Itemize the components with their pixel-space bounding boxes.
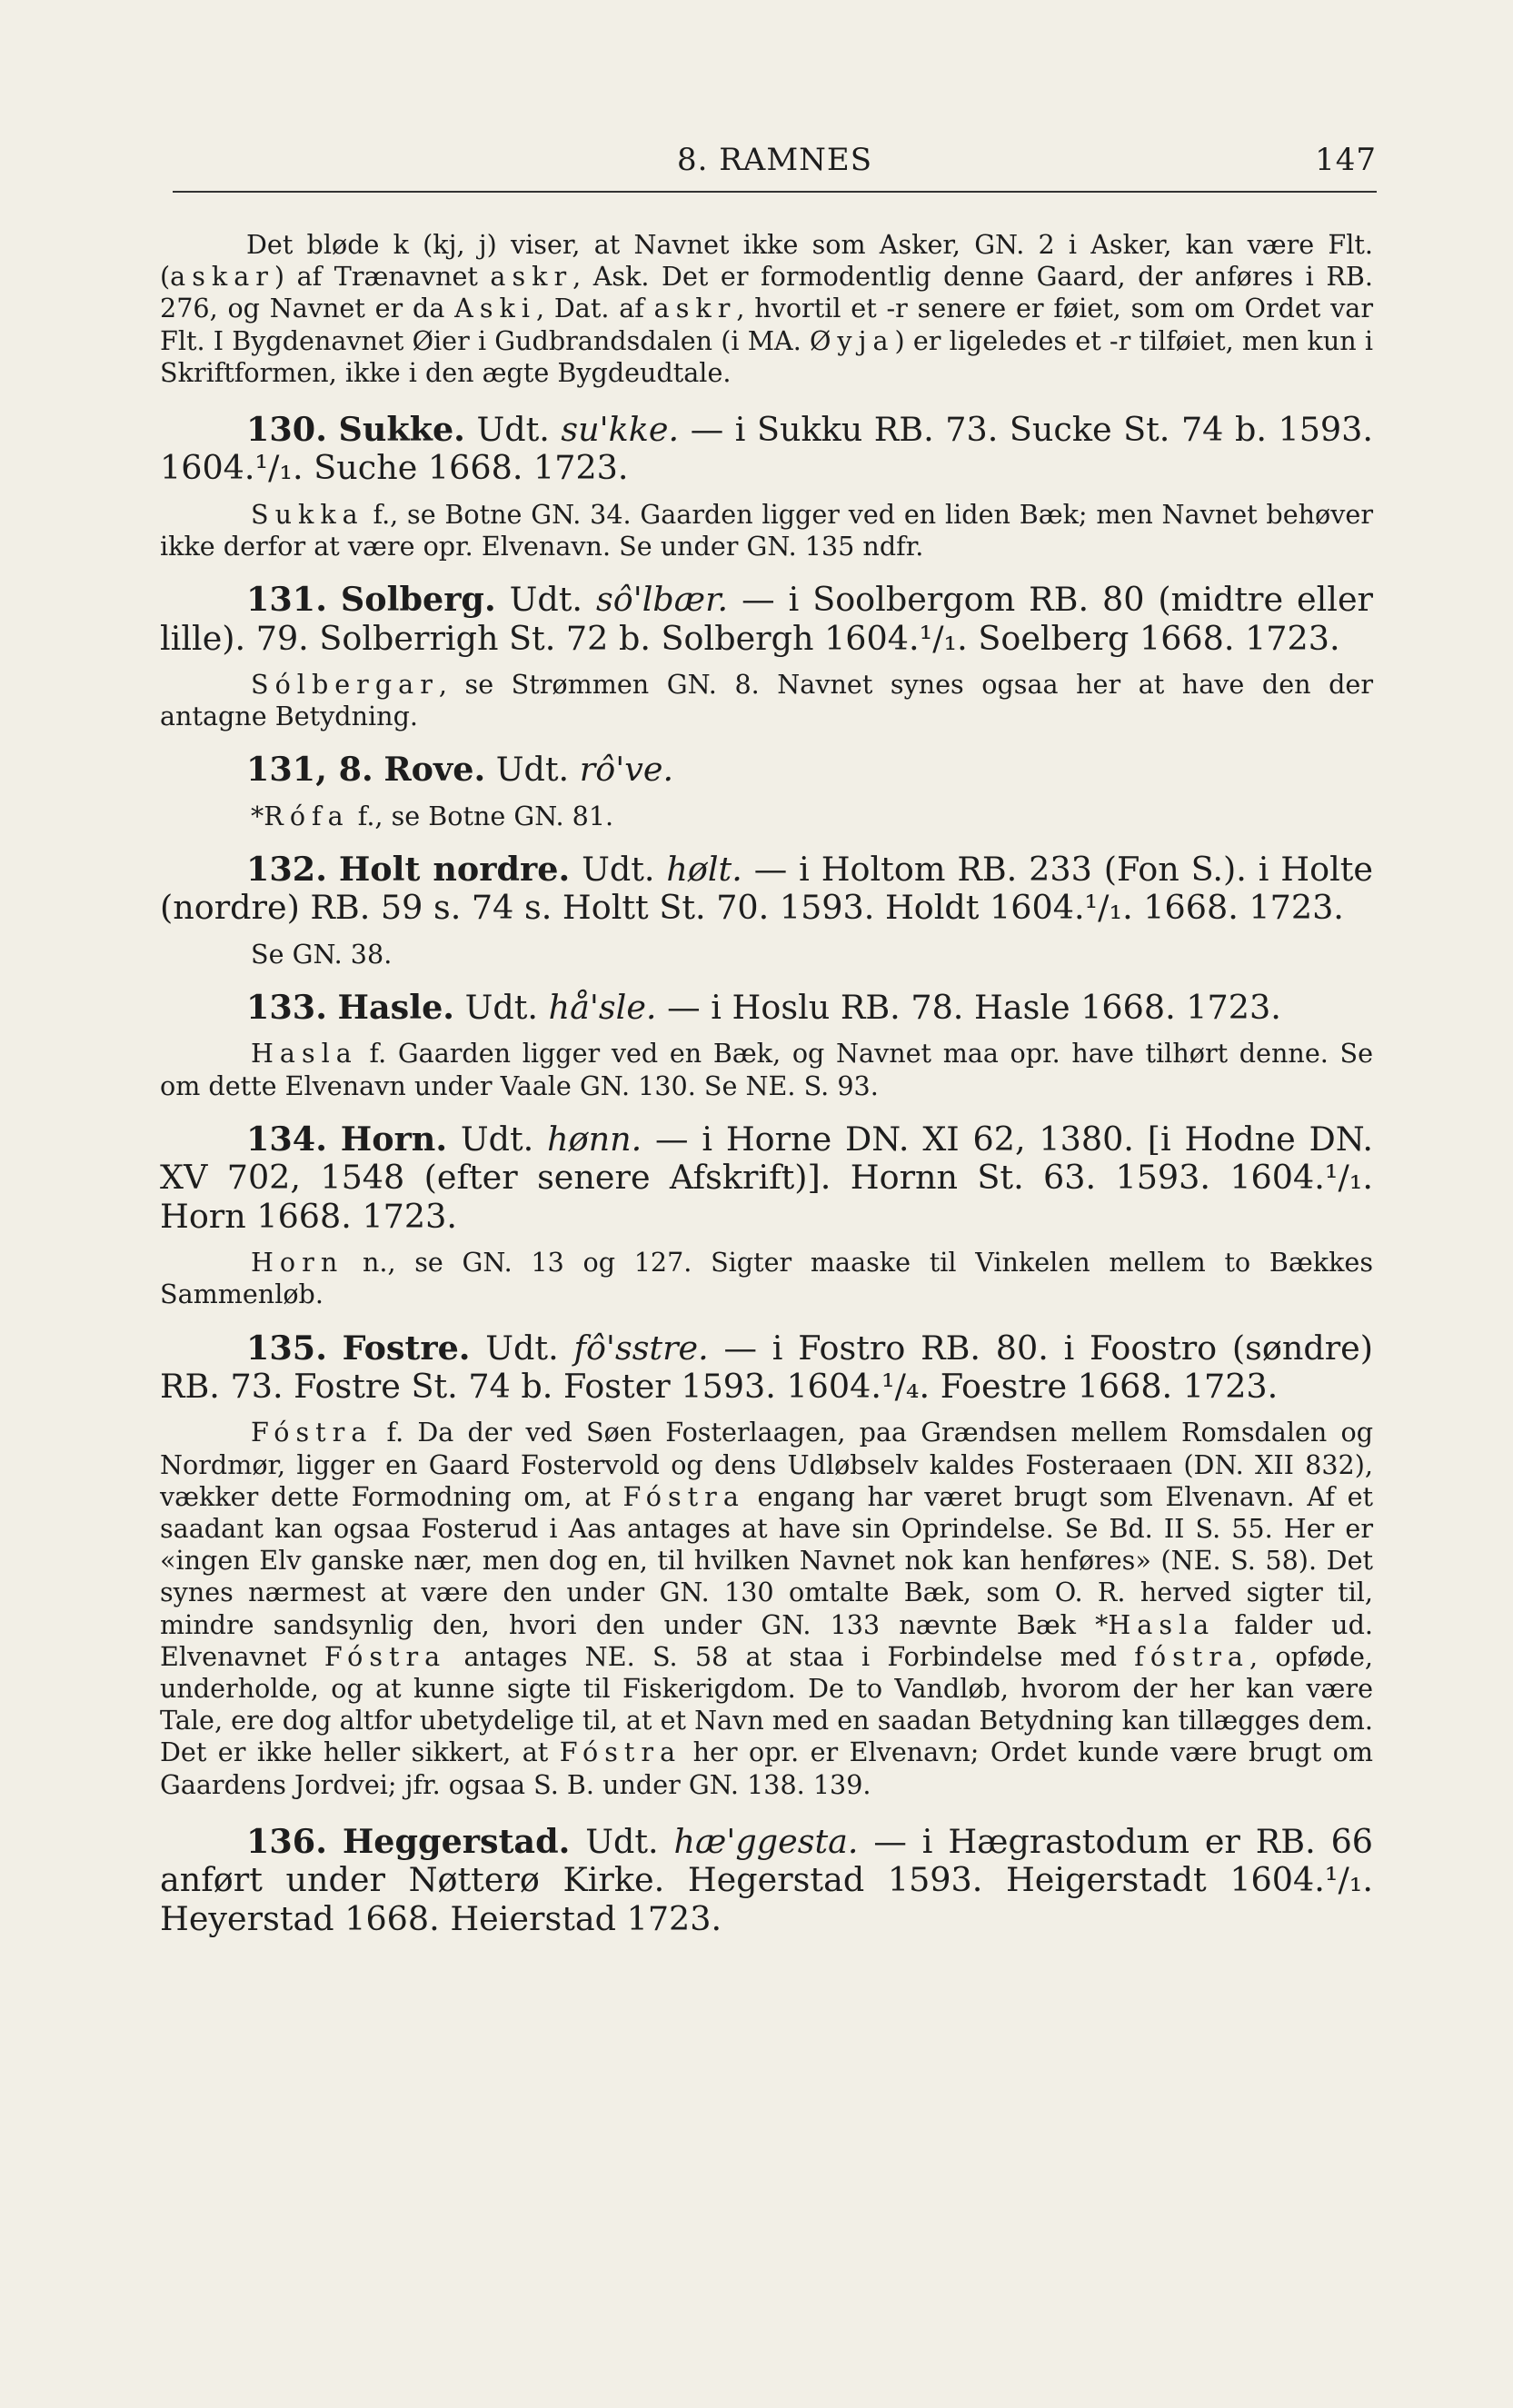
pronunciation: hølt. <box>666 850 742 890</box>
entry-number: 136. <box>246 1821 327 1861</box>
entry-number: 135. <box>246 1328 327 1368</box>
entry-name: Sukke. <box>338 410 465 450</box>
entry-name: Holt nordre. <box>338 850 571 890</box>
entry-136: 136. Heggerstad. Udt. hæ'ggesta. — i Hægrastodum er RB. 66 anført under Nøtterø Kirke. Hegerstad 1593. Heigerstadt 1604.¹/₁. Heyerstad 1668. Heierstad 1723. <box>160 1821 1374 1938</box>
pronunciation: hæ'ggesta. <box>673 1821 859 1861</box>
chapter-title: 8. RAMNES <box>676 142 873 178</box>
entry-number: 132. <box>246 850 327 890</box>
historical-forms: — i Horne DN. XI 62, 1380. [i Hodne DN. XV 702, 1548 (efter senere Afskrift)]. Hornn St. 63. 1593. 1604.¹/₁. Horn 1668. 1723. <box>160 1119 1374 1236</box>
pronunciation: hønn. <box>547 1119 642 1159</box>
entry-number: 133. <box>246 988 327 1028</box>
entry-name: Horn. <box>340 1119 448 1159</box>
entry-131-8-note: *Rófa f., se Botne GN. 81. <box>251 800 614 831</box>
entry-number: 131, 8. <box>246 750 373 790</box>
entry-name: Solberg. <box>340 580 496 620</box>
entry-131-8: 131, 8. Rove. Udt. rô've. <box>246 750 674 790</box>
entry-133-note: Hasla f. Gaarden ligger ved en Bæk, og Navnet maa opr. have tilhørt denne. Se om dette Elvenavn under Vaale GN. 130. Se NE. S. 93. <box>160 1038 1373 1101</box>
entry-name: Heggerstad. <box>342 1821 571 1861</box>
historical-forms: — i Hægrastodum er RB. 66 anført under Nøtterø Kirke. Hegerstad 1593. Heigerstadt 1604.¹/₁. Heyerstad 1668. Heierstad 1723. <box>160 1821 1374 1938</box>
entry-131-note: Sólbergar, se Strømmen GN. 8. Navnet synes ogsaa her at have den der antagne Betydning. <box>160 669 1373 732</box>
entry-133: 133. Hasle. Udt. hå'sle. — i Hoslu RB. 78. Hasle 1668. 1723. <box>246 988 1281 1028</box>
entry-name: Fostre. <box>342 1328 471 1368</box>
pronunciation: sô'lbær. <box>596 580 729 620</box>
pronunciation: fô'sstre. <box>573 1328 709 1368</box>
historical-forms: — i Hoslu RB. 78. Hasle 1668. 1723. <box>667 988 1281 1028</box>
entry-135-note: Fóstra f. Da der ved Søen Fosterlaagen, paa Grændsen mellem Romsdalen og Nordmør, ligger en Gaard Fostervold og dens Udløbselv kaldes Fosteraaen (DN. XII 832), vækker dette Formodning om, at Fóstra engang har været brugt som Elvenavn. Af et saadant kan ogsaa Fosterud i Aas antages at have sin Oprindelse. Se Bd. II S. 55. Her er «ingen Elv ganske nær, men dog en, til hvilken Navnet nok kan henføres» (NE. S. 58). Det synes nærmest at være den under GN. 130 omtalte Bæk, som O. R. herved sigter til, mindre sandsynlig den, hvori den under GN. 133 nævnte Bæk *Hasla falder ud. Elvenavnet Fóstra antages NE. S. 58 at staa i Forbindelse med fóstra, opføde, underholde, og at kunne sigte til Fiskerigdom. De to Vandløb, hvorom der her kan være Tale, ere dog altfor ubetydelige til, at et Navn med en saadan Betydning kan tillægges dem. Det er ikke heller sikkert, at Fóstra her opr. er Elvenavn; Ordet kunde være brugt om Gaardens Jordvei; jfr. ogsaa S. B. under GN. 138. 139. <box>160 1417 1373 1800</box>
entry-134-note: Horn n., se GN. 13 og 127. Sigter maaske til Vinkelen mellem to Bækkes Sammenløb. <box>160 1247 1373 1310</box>
entry-number: 131. <box>246 580 327 620</box>
historical-forms: — i Holtom RB. 233 (Fon S.). i Holte (nordre) RB. 59 s. 74 s. Holtt St. 70. 1593. Holdt 1604.¹/₁. 1668. 1723. <box>160 850 1374 928</box>
entry-name: Rove. <box>383 750 486 790</box>
entry-130-note: Sukka f., se Botne GN. 34. Gaarden ligger ved en liden Bæk; men Navnet behøver ikke derfor at være opr. Elvenavn. Se under GN. 135 ndfr. <box>160 498 1373 562</box>
intro-paragraph: Det bløde k (kj, j) viser, at Navnet ikke som Asker, GN. 2 i Asker, kan være Flt. (askar) af Trænavnet askr, Ask. Det er formodentlig denne Gaard, der anføres i RB. 276, og Navnet er da Aski, Dat. af askr, hvortil et -r senere er føiet, som om Ordet var Flt. I Bygdenavnet Øier i Gudbrandsdalen (i MA. Øyja) er ligeledes et -r tilføiet, men kun i Skriftformen, ikke i den ægte Bygdeudtale. <box>160 229 1373 388</box>
entry-name: Hasle. <box>337 988 454 1028</box>
pronunciation: su'kke. <box>561 410 680 450</box>
entry-130: 130. Sukke. Udt. su'kke. — i Sukku RB. 73. Sucke St. 74 b. 1593. 1604.¹/₁. Suche 1668. 1723. <box>160 410 1373 488</box>
running-header <box>173 136 1377 189</box>
entry-132: 132. Holt nordre. Udt. hølt. — i Holtom RB. 233 (Fon S.). i Holte (nordre) RB. 59 s. 74 s. Holtt St. 70. 1593. Holdt 1604.¹/₁. 1668. 1723. <box>160 850 1374 928</box>
entry-131: 131. Solberg. Udt. sô'lbær. — i Soolbergom RB. 80 (midtre eller lille). 79. Solberrigh St. 72 b. Solbergh 1604.¹/₁. Soelberg 1668. 1723. <box>160 580 1373 658</box>
entry-132-note: Se GN. 38. <box>251 938 393 970</box>
historical-forms: — i Fostro RB. 80. i Foostro (søndre) RB. 73. Fostre St. 74 b. Foster 1593. 1604.¹/₄. Foestre 1668. 1723. <box>160 1328 1373 1406</box>
entry-134: 134. Horn. Udt. hønn. — i Horne DN. XI 62, 1380. [i Hodne DN. XV 702, 1548 (efter senere Afskrift)]. Hornn St. 63. 1593. 1604.¹/₁. Horn 1668. 1723. <box>160 1119 1374 1236</box>
header-rule <box>173 191 1377 193</box>
pronunciation: rô've. <box>579 750 674 790</box>
pronunciation: hå'sle. <box>548 988 657 1028</box>
page-number: 147 <box>1315 142 1377 178</box>
entry-135: 135. Fostre. Udt. fô'sstre. — i Fostro RB. 80. i Foostro (søndre) RB. 73. Fostre St. 74 b. Foster 1593. 1604.¹/₄. Foestre 1668. 1723. <box>160 1328 1373 1406</box>
historical-forms: — i Soolbergom RB. 80 (midtre eller lille). 79. Solberrigh St. 72 b. Solbergh 1604.¹/₁. Soelberg 1668. 1723. <box>160 580 1373 658</box>
historical-forms: — i Sukku RB. 73. Sucke St. 74 b. 1593. 1604.¹/₁. Suche 1668. 1723. <box>160 410 1373 488</box>
entry-number: 130. <box>246 410 327 450</box>
entry-number: 134. <box>246 1119 327 1159</box>
main-text <box>160 229 1373 1938</box>
